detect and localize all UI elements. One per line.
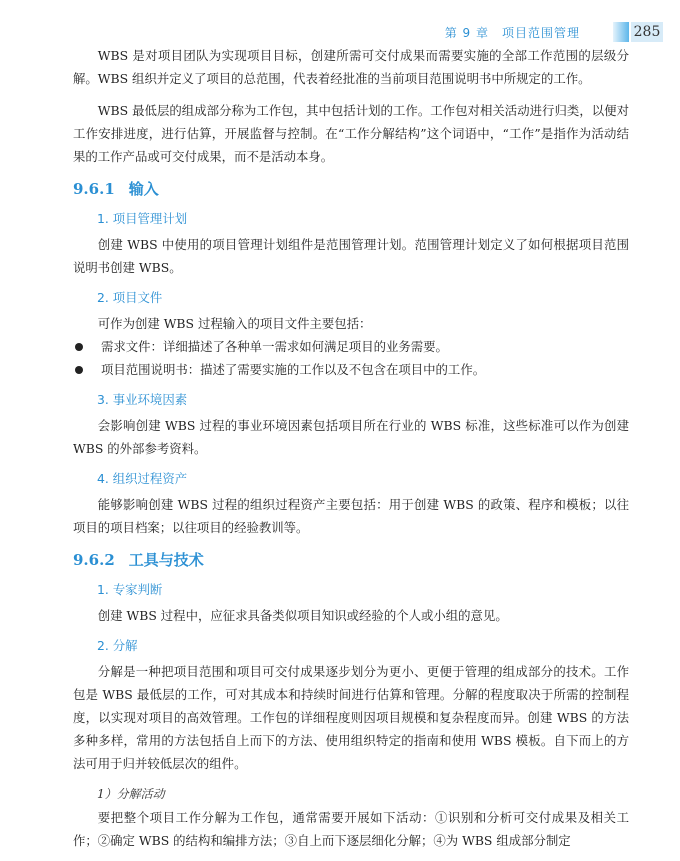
bullet-icon bbox=[75, 343, 83, 351]
bullet-list-project-documents bbox=[73, 335, 629, 381]
section-number: 9.6.1 bbox=[73, 180, 115, 198]
list-item bbox=[73, 335, 629, 358]
list-item-text: 项目范围说明书：描述了需要实施的工作以及不包含在项目中的工作。 bbox=[101, 362, 486, 377]
paragraph-expert-judgment: 创建 WBS 过程中，应征求具备类似项目知识或经验的个人或小组的意见。 bbox=[97, 608, 508, 623]
subheading-enterprise-environmental-factors: 3. 事业环境因素 bbox=[97, 392, 188, 407]
paragraph-organizational-process-assets: 能够影响创建 WBS 过程的组织过程资产主要包括：用于创建 WBS 的政策、程序和模板；以往项目的项目档案；以往项目的经验教训等。 bbox=[73, 497, 629, 535]
page-body bbox=[73, 44, 629, 861]
section-title: 工具与技术 bbox=[128, 551, 204, 569]
paragraph-enterprise-environmental-factors: 会影响创建 WBS 过程的事业环境因素包括项目所在行业的 WBS 标准，这些标准可以作为创建 WBS 的外部参考资料。 bbox=[73, 418, 629, 456]
header-accent-bar bbox=[613, 22, 629, 42]
subheading-expert-judgment: 1. 专家判断 bbox=[97, 582, 163, 597]
section-number: 9.6.2 bbox=[73, 551, 115, 569]
page-number: 285 bbox=[631, 22, 663, 42]
intro-paragraph-1: WBS 是对项目团队为实现项目目标，创建所需可交付成果而需要实施的全部工作范围的层级分解。WBS 组织并定义了项目的总范围，代表着经批准的当前项目范围说明书中所规定的工作。 bbox=[73, 48, 629, 86]
subheading-decomposition: 2. 分解 bbox=[97, 638, 138, 653]
paragraph-project-documents: 可作为创建 WBS 过程输入的项目文件主要包括： bbox=[97, 316, 372, 331]
intro-paragraph-2: WBS 最低层的组成部分称为工作包，其中包括计划的工作。工作包对相关活动进行归类，以便对工作安排进度，进行估算，开展监督与控制。在“工作分解结构”这个词语中，“工作”是指作为活动结果的工作产品或可交付成果，而不是活动本身。 bbox=[73, 103, 629, 164]
paragraph-decomposition: 分解是一种把项目范围和项目可交付成果逐步划分为更小、更便于管理的组成部分的技术。工作包是 WBS 最低层的工作，可对其成本和持续时间进行估算和管理。分解的程度取决于所需的控制程度，以实现对项目的高效管理。工作包的详细程度则因项目规模和复杂程度而异。创建 WBS 的方法多种多样，常用的方法包括自上而下的方法、使用组织特定的指南和使用 WBS 模板。自下而上的方法可用于归并较低层次的组件。 bbox=[73, 664, 629, 771]
paragraph-decomposition-activities: 要把整个项目工作分解为工作包，通常需要开展如下活动：①识别和分析可交付成果及相关工作；②确定 WBS 的结构和编排方法；③自上而下逐层细化分解；④为 WBS 组成部分制定 bbox=[73, 810, 629, 848]
list-item-text: 需求文件：详细描述了各种单一需求如何满足项目的业务需要。 bbox=[101, 339, 448, 354]
paragraph-project-management-plan: 创建 WBS 中使用的项目管理计划组件是范围管理计划。范围管理计划定义了如何根据项目范围说明书创建 WBS。 bbox=[73, 237, 629, 275]
section-title: 输入 bbox=[128, 180, 159, 198]
page-header bbox=[0, 20, 680, 46]
section-heading-inputs bbox=[73, 178, 629, 199]
bullet-icon bbox=[75, 366, 83, 374]
chapter-title: 第 9 章 项目范围管理 bbox=[444, 26, 580, 40]
subheading-decomposition-activities: 1）分解活动 bbox=[97, 787, 165, 801]
subheading-project-management-plan: 1. 项目管理计划 bbox=[97, 211, 188, 226]
list-item bbox=[73, 358, 629, 381]
subheading-project-documents: 2. 项目文件 bbox=[97, 290, 163, 305]
subheading-organizational-process-assets: 4. 组织过程资产 bbox=[97, 471, 188, 486]
section-heading-tools-techniques bbox=[73, 549, 629, 570]
